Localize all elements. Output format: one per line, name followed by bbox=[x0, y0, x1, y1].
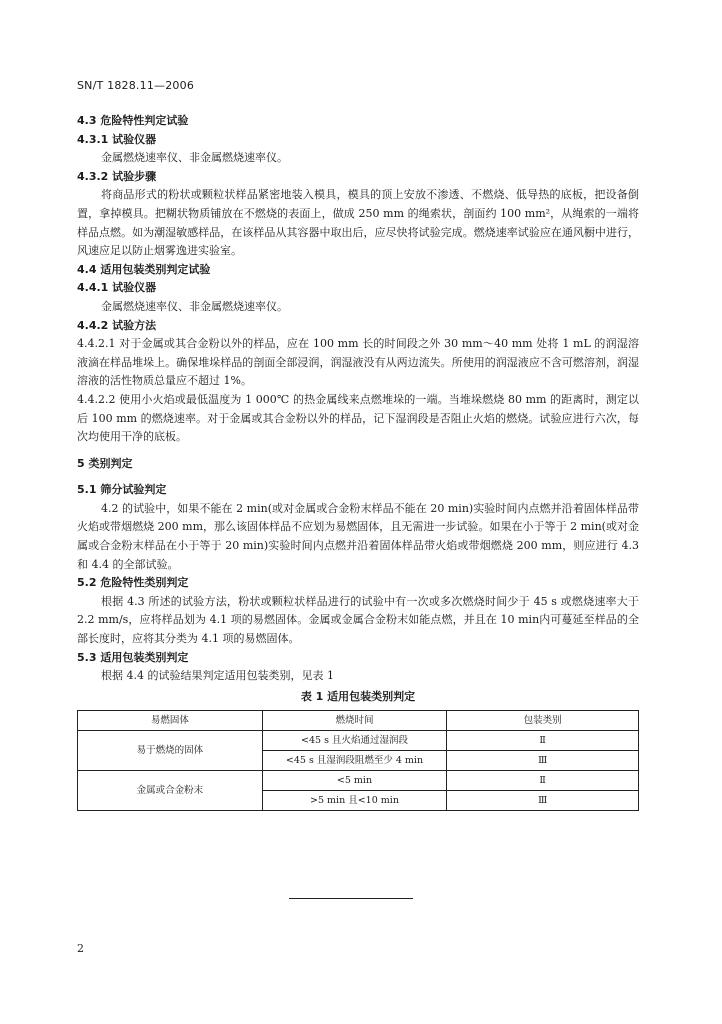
section-4-3-2-text: 将商品形式的粉状或颗粒状样品紧密地装入模具，模具的顶上安放不渗透、不燃烧、低导热的底板，把设备倒置，拿掉模具。把糊状物质铺放在不燃烧的表面上，做成 250 mm 的绳索状，剖面约 100 mm²，从绳索的一端将样品点燃。如为潮湿敏感样品，在该样品从其容器中取出后，应尽快将试验完成。燃烧速率试验应在通风橱中进行，风速应足以防止烟雾逸进实验室。 bbox=[77, 188, 639, 258]
end-of-text-rule bbox=[289, 898, 413, 899]
table-row bbox=[78, 771, 639, 791]
section-4-4-2-2-text: 4.4.2.2 使用小火焰或最低温度为 1 000℃ 的热金属线来点燃堆垛的一端。当堆垛燃烧 80 mm 的距离时，测定以后 100 mm 的燃烧速率。对于金属或其合金粉以外的样品，记下湿润段是否阻止火焰的燃烧。试验应进行六次，每次均使用干净的底板。 bbox=[77, 392, 639, 444]
packaging-category-table bbox=[77, 710, 639, 811]
section-5-3-text: 根据 4.4 的试验结果判定适用包装类别，见表 1 bbox=[101, 669, 334, 683]
section-5-1-text: 4.2 的试验中，如果不能在 2 min(或对金属或合金粉末样品不能在 20 min)实验时间内点燃并沿着固体样品带火焰或带烟燃烧 200 mm，那么该固体样品不应划为易燃固体，且无需进一步试验。如果在小于等于 2 min(或对金属或合金粉末样品在小于等于 20 min)实验时间内点燃并沿着固体样品带火焰或带烟燃烧 200 mm，则应进行 4.3 和 4.4 的全部试验。 bbox=[77, 501, 639, 571]
section-5-2-heading: 5.2 危险特性类别判定 bbox=[77, 576, 189, 590]
table-cell: <45 s 且湿润段阻燃至少 4 min bbox=[262, 751, 447, 771]
table-header-row bbox=[78, 711, 639, 731]
section-5-1-heading: 5.1 筛分试验判定 bbox=[77, 483, 167, 497]
table-cell: <45 s 且火焰通过湿润段 bbox=[262, 731, 447, 751]
table-cell: Ⅱ bbox=[447, 731, 639, 751]
section-4-3-1-text: 金属燃烧速率仪、非金属燃烧速率仪。 bbox=[101, 151, 288, 165]
page-number: 2 bbox=[77, 942, 84, 955]
section-5-3-heading: 5.3 适用包装类别判定 bbox=[77, 650, 189, 664]
section-4-3-heading: 4.3 危险特性判定试验 bbox=[77, 114, 189, 127]
table-caption: 表 1 适用包装类别判定 bbox=[300, 689, 416, 703]
table-cell: Ⅱ bbox=[447, 771, 639, 791]
standard-number-header: SN/T 1828.11—2006 bbox=[77, 79, 195, 92]
table-header-cell: 易燃固体 bbox=[78, 711, 263, 731]
section-4-3-2-heading: 4.3.2 试验步骤 bbox=[77, 169, 157, 183]
section-4-4-1-text: 金属燃烧速率仪、非金属燃烧速率仪。 bbox=[101, 299, 288, 313]
table-group-cell: 金属或合金粉末 bbox=[78, 771, 263, 811]
document-body bbox=[77, 112, 639, 811]
table-header-cell: 燃烧时间 bbox=[262, 711, 447, 731]
table-row bbox=[78, 731, 639, 751]
table-header-cell: 包装类别 bbox=[447, 711, 639, 731]
table-cell: Ⅲ bbox=[447, 791, 639, 811]
section-4-3-1-heading: 4.3.1 试验仪器 bbox=[77, 132, 157, 146]
section-4-4-heading: 4.4 适用包装类别判定试验 bbox=[77, 262, 211, 276]
section-4-4-1-heading: 4.4.1 试验仪器 bbox=[77, 281, 157, 295]
table-cell: Ⅲ bbox=[447, 751, 639, 771]
table-cell: <5 min bbox=[262, 771, 447, 791]
section-5-heading: 5 类别判定 bbox=[77, 456, 133, 470]
table-cell: >5 min 且<10 min bbox=[262, 791, 447, 811]
section-4-4-2-1-text: 4.4.2.1 对于金属或其合金粉以外的样品，应在 100 mm 长的时间段之外 30 mm～40 mm 处将 1 mL 的润湿溶液滴在样品堆垛上。确保堆垛样品的剖面全部浸润，润湿液没有从两边流失。所使用的润湿液应不含可燃溶剂，润湿溶液的活性物质总量应不超过 1%。 bbox=[77, 337, 639, 388]
table-group-cell: 易于燃烧的固体 bbox=[78, 731, 263, 771]
section-5-2-text: 根据 4.3 所述的试验方法，粉状或颗粒状样品进行的试验中有一次或多次燃烧时间少于 45 s 或燃烧速率大于 2.2 mm/s，应将样品划为 4.1 项的易燃固体。金属或金属合金粉末如能点燃，并且在 10 min内可蔓延至样品的全部长度时，应将其分类为 4.1 项的易燃固体。 bbox=[77, 594, 639, 646]
section-4-4-2-heading: 4.4.2 试验方法 bbox=[77, 318, 157, 332]
